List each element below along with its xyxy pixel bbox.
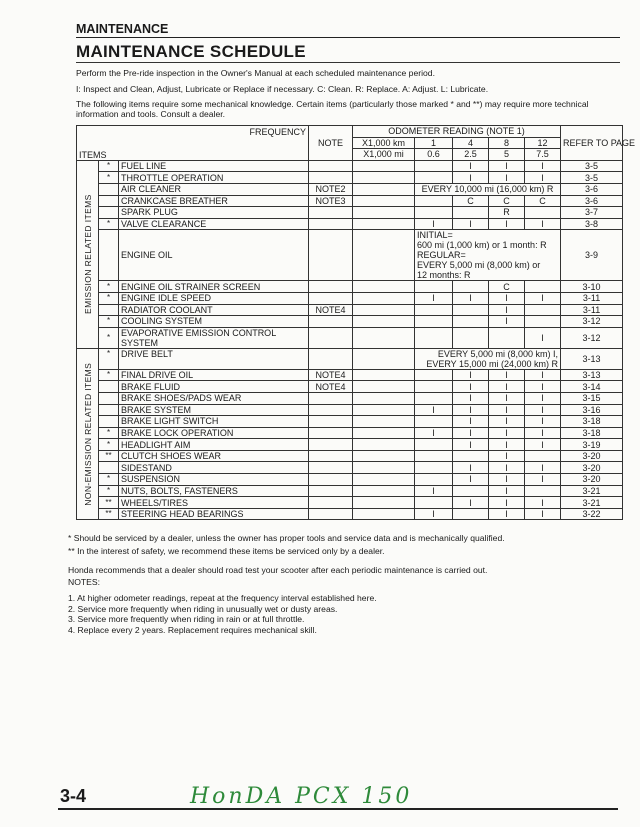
item-name-line: SYSTEM [121, 337, 159, 348]
item-name-line: EVAPORATIVE EMISSION CONTROL [121, 327, 277, 338]
page-ref: 3-14 [561, 381, 623, 393]
item-name: RADIATOR COOLANT [119, 304, 309, 316]
odometer-mi: 2.5 [453, 149, 489, 161]
blank-cell [353, 392, 415, 404]
interval-value: I [415, 485, 453, 497]
odometer-km: 1 [415, 137, 453, 149]
table-row [77, 183, 623, 195]
interval-value: I [415, 218, 453, 230]
service-mark [99, 304, 119, 316]
emission-group-label: EMISSION RELATED ITEMS [77, 160, 99, 348]
interval-value: I [525, 416, 561, 428]
interval-value: I [453, 218, 489, 230]
interval-value [415, 462, 453, 474]
interval-value [525, 316, 561, 328]
page-ref: 3-20 [561, 474, 623, 486]
blank-cell [353, 450, 415, 462]
blank-cell [353, 439, 415, 451]
schedule-line: 600 mi (1,000 km) or 1 month: R [417, 240, 547, 251]
interval-value [415, 172, 453, 184]
interval-value [453, 327, 489, 348]
header-row-1 [77, 126, 623, 138]
blank-cell [353, 183, 415, 195]
interval-value [415, 439, 453, 451]
interval-value [415, 416, 453, 428]
item-name: ENGINE IDLE SPEED [119, 292, 309, 304]
interval-value [525, 281, 561, 293]
interval-value [415, 160, 453, 172]
interval-value: I [453, 416, 489, 428]
interval-value: I [525, 427, 561, 439]
schedule-line: EVERY 5,000 mi (8,000 km) or [417, 260, 541, 271]
item-name: BRAKE SYSTEM [119, 404, 309, 416]
service-mark [99, 381, 119, 393]
table-row [77, 292, 623, 304]
blank-cell [353, 508, 415, 520]
page-ref: 3-13 [561, 348, 623, 369]
table-row [77, 485, 623, 497]
intro-line-1: Perform the Pre-ride inspection in the Owner's Manual at each scheduled maintenance period. [76, 68, 435, 78]
item-name: BRAKE LOCK OPERATION [119, 427, 309, 439]
notes-list [68, 593, 628, 635]
page-ref: 3-18 [561, 416, 623, 428]
note-item: 1. At higher odometer readings, repeat at the frequency interval established here. [68, 593, 377, 603]
table-row [77, 427, 623, 439]
interval-value [453, 508, 489, 520]
service-mark: * [99, 172, 119, 184]
interval-value: C [489, 281, 525, 293]
interval-value: I [489, 369, 525, 381]
interval-value: I [525, 404, 561, 416]
service-mark: ** [99, 497, 119, 509]
interval-value: C [525, 195, 561, 207]
interval-value [453, 450, 489, 462]
note-ref: NOTE3 [309, 195, 353, 207]
interval-value: I [453, 381, 489, 393]
service-mark: * [99, 281, 119, 293]
interval-value: C [489, 195, 525, 207]
blank-cell [353, 281, 415, 293]
service-mark: ** [99, 508, 119, 520]
item-name: ENGINE OIL STRAINER SCREEN [119, 281, 309, 293]
odometer-km: 12 [525, 137, 561, 149]
interval-value: I [525, 474, 561, 486]
service-mark: * [99, 348, 119, 369]
item-name: BRAKE FLUID [119, 381, 309, 393]
page-ref: 3-22 [561, 508, 623, 520]
table-row [77, 392, 623, 404]
item-name: AIR CLEANER [119, 183, 309, 195]
service-mark [99, 462, 119, 474]
note-ref: NOTE2 [309, 183, 353, 195]
items-label: ITEMS [77, 137, 309, 160]
page-ref: 3-21 [561, 485, 623, 497]
interval-value [415, 450, 453, 462]
blank-cell [353, 304, 415, 316]
schedule-line: REGULAR= [417, 250, 466, 261]
interval-value: I [525, 292, 561, 304]
item-name: HEADLIGHT AIM [119, 439, 309, 451]
blank-cell [353, 381, 415, 393]
interval-value: I [453, 404, 489, 416]
interval-value [453, 281, 489, 293]
page-ref: 3-5 [561, 172, 623, 184]
note-ref [309, 172, 353, 184]
blank-cell [353, 316, 415, 328]
item-name: COOLING SYSTEM [119, 316, 309, 328]
note-ref [309, 427, 353, 439]
item-name: SIDESTAND [119, 462, 309, 474]
service-mark: * [99, 427, 119, 439]
table-row [77, 439, 623, 451]
note-ref [309, 474, 353, 486]
page-ref: 3-12 [561, 327, 623, 348]
service-mark: * [99, 327, 119, 348]
interval-value: I [489, 292, 525, 304]
interval-value: I [489, 381, 525, 393]
schedule-line: EVERY 15,000 mi (24,000 km) R [426, 358, 559, 369]
interval-value: I [489, 404, 525, 416]
odometer-header: ODOMETER READING (NOTE 1) [353, 126, 561, 138]
service-mark: * [99, 369, 119, 381]
interval-value [415, 281, 453, 293]
engine-oil-schedule [415, 230, 561, 281]
blank-cell [353, 427, 415, 439]
blank-cell [353, 369, 415, 381]
table-row [77, 316, 623, 328]
table-row [77, 369, 623, 381]
note-ref [309, 207, 353, 219]
interval-span: EVERY 10,000 mi (16,000 km) R [415, 183, 561, 195]
note-ref: NOTE4 [309, 381, 353, 393]
interval-value: I [453, 427, 489, 439]
interval-value [415, 392, 453, 404]
service-mark: * [99, 218, 119, 230]
interval-value [453, 304, 489, 316]
frequency-label: FREQUENCY [77, 126, 309, 138]
odometer-km: X1,000 km [353, 137, 415, 149]
item-name: STEERING HEAD BEARINGS [119, 508, 309, 520]
interval-value: I [525, 369, 561, 381]
interval-value: C [453, 195, 489, 207]
service-mark [99, 392, 119, 404]
note-ref [309, 485, 353, 497]
interval-value [415, 207, 453, 219]
page-ref: 3-18 [561, 427, 623, 439]
table-row [77, 450, 623, 462]
footer-rule [58, 808, 618, 810]
interval-value: I [489, 160, 525, 172]
interval-value [489, 327, 525, 348]
note-ref [309, 348, 353, 369]
page-ref: 3-9 [561, 230, 623, 281]
table-row [77, 462, 623, 474]
page-title: MAINTENANCE SCHEDULE [76, 42, 306, 61]
interval-value: I [489, 392, 525, 404]
interval-value: I [525, 508, 561, 520]
schedule-line: 12 months: R [417, 270, 471, 281]
interval-value: I [453, 160, 489, 172]
interval-value [415, 381, 453, 393]
interval-value: I [453, 462, 489, 474]
blank-cell [353, 348, 415, 369]
blank-cell [353, 172, 415, 184]
note-item: 4. Replace every 2 years. Replacement requires mechanical skill. [68, 624, 317, 635]
odometer-km: 4 [453, 137, 489, 149]
item-name: CLUTCH SHOES WEAR [119, 450, 309, 462]
interval-value: I [525, 462, 561, 474]
interval-value: I [489, 497, 525, 509]
interval-value: I [489, 416, 525, 428]
service-mark [99, 207, 119, 219]
odometer-mi: 0.6 [415, 149, 453, 161]
interval-value: I [453, 292, 489, 304]
table-row [77, 497, 623, 509]
note-ref [309, 462, 353, 474]
blank-cell [353, 207, 415, 219]
interval-value: I [489, 462, 525, 474]
interval-value [525, 304, 561, 316]
table-row [77, 281, 623, 293]
interval-value [415, 497, 453, 509]
interval-value: I [525, 172, 561, 184]
interval-value: I [415, 427, 453, 439]
table-row [77, 160, 623, 172]
item-name: SUSPENSION [119, 474, 309, 486]
service-mark [99, 404, 119, 416]
item-name: CRANKCASE BREATHER [119, 195, 309, 207]
note-ref [309, 218, 353, 230]
interval-value: I [489, 427, 525, 439]
service-mark: * [99, 160, 119, 172]
interval-value [415, 304, 453, 316]
interval-value: R [489, 207, 525, 219]
interval-value: I [489, 439, 525, 451]
note-item: 2. Service more frequently when riding in unusually wet or dusty areas. [68, 603, 338, 614]
interval-value [453, 207, 489, 219]
item-name: WHEELS/TIRES [119, 497, 309, 509]
note-ref [309, 416, 353, 428]
interval-value: I [525, 327, 561, 348]
note-ref [309, 497, 353, 509]
table-row [77, 207, 623, 219]
page-ref: 3-20 [561, 450, 623, 462]
blank-cell [353, 160, 415, 172]
schedule-line: INITIAL= [417, 230, 453, 241]
page-ref: 3-6 [561, 195, 623, 207]
interval-value: I [453, 497, 489, 509]
interval-value: I [489, 316, 525, 328]
table-row [77, 474, 623, 486]
interval-value: I [489, 218, 525, 230]
note-ref [309, 160, 353, 172]
blank-cell [353, 462, 415, 474]
note-ref: NOTE4 [309, 304, 353, 316]
page-ref: 3-5 [561, 160, 623, 172]
footnote-star: * Should be serviced by a dealer, unless the owner has proper tools and service data and is mechanically qualified. [68, 533, 505, 543]
odometer-mi: X1,000 mi [353, 149, 415, 161]
page-ref: 3-8 [561, 218, 623, 230]
item-name: SPARK PLUG [119, 207, 309, 219]
refer-header: REFER TO PAGE [561, 126, 623, 161]
interval-value: I [453, 172, 489, 184]
page-ref: 3-11 [561, 292, 623, 304]
blank-cell [353, 416, 415, 428]
page-ref: 3-13 [561, 369, 623, 381]
note-ref [309, 450, 353, 462]
item-name: NUTS, BOLTS, FASTENERS [119, 485, 309, 497]
service-mark [99, 230, 119, 281]
service-mark: * [99, 292, 119, 304]
blank-cell [353, 485, 415, 497]
blank-cell [353, 474, 415, 486]
note-ref [309, 508, 353, 520]
section-heading: MAINTENANCE [76, 22, 620, 38]
service-mark: * [99, 439, 119, 451]
blank-cell [353, 327, 415, 348]
item-name: FUEL LINE [119, 160, 309, 172]
interval-value: I [453, 439, 489, 451]
page-ref: 3-19 [561, 439, 623, 451]
item-name: BRAKE LIGHT SWITCH [119, 416, 309, 428]
page-ref: 3-12 [561, 316, 623, 328]
interval-value: I [489, 450, 525, 462]
page-number: 3-4 [60, 786, 87, 806]
odometer-mi: 7.5 [525, 149, 561, 161]
interval-value: I [415, 292, 453, 304]
interval-value [415, 474, 453, 486]
table-row [77, 416, 623, 428]
interval-value: I [489, 304, 525, 316]
note-header: NOTE [309, 126, 353, 161]
interval-value [415, 369, 453, 381]
interval-value [525, 450, 561, 462]
interval-value: I [525, 381, 561, 393]
interval-value: I [453, 392, 489, 404]
item-name: THROTTLE OPERATION [119, 172, 309, 184]
page-ref: 3-15 [561, 392, 623, 404]
blank-cell [353, 292, 415, 304]
table-row [77, 304, 623, 316]
item-name: FINAL DRIVE OIL [119, 369, 309, 381]
non-emission-group-label: NON-EMISSION RELATED ITEMS [77, 348, 99, 520]
service-mark [99, 416, 119, 428]
service-mark: * [99, 316, 119, 328]
interval-value: I [489, 172, 525, 184]
footnote-double-star: ** In the interest of safety, we recommend these items be serviced only by a dealer. [68, 546, 385, 556]
blank-cell [353, 230, 415, 281]
interval-value: I [525, 497, 561, 509]
page-ref: 3-7 [561, 207, 623, 219]
interval-value: I [489, 508, 525, 520]
interval-value: I [415, 404, 453, 416]
page-ref: 3-10 [561, 281, 623, 293]
page-ref: 3-20 [561, 462, 623, 474]
interval-value [525, 207, 561, 219]
table-row [77, 381, 623, 393]
interval-value [415, 195, 453, 207]
handwritten-annotation: HonDA PCX 150 [190, 784, 413, 809]
table-row [77, 195, 623, 207]
note-item: 3. Service more frequently when riding in rain or at full throttle. [68, 614, 305, 624]
service-mark: ** [99, 450, 119, 462]
intro-line-3: The following items require some mechanical knowledge. Certain items (particularly those marked * and **) may require more technical information and tools. Consult a dealer. [76, 99, 589, 119]
odometer-km: 8 [489, 137, 525, 149]
interval-value: I [415, 508, 453, 520]
interval-value: I [489, 474, 525, 486]
note-ref [309, 439, 353, 451]
note-ref: NOTE4 [309, 369, 353, 381]
blank-cell [353, 497, 415, 509]
service-mark [99, 195, 119, 207]
table-row [77, 172, 623, 184]
page-ref: 3-21 [561, 497, 623, 509]
note-ref [309, 327, 353, 348]
road-test-note: Honda recommends that a dealer should road test your scooter after each periodic maintenance is carried out. [68, 565, 488, 575]
interval-value: I [525, 160, 561, 172]
interval-span [415, 348, 561, 369]
interval-value: I [525, 439, 561, 451]
item-name: ENGINE OIL [119, 230, 309, 281]
odometer-mi: 5 [489, 149, 525, 161]
table-row [77, 508, 623, 520]
page-ref: 3-11 [561, 304, 623, 316]
item-name [119, 327, 309, 348]
note-ref [309, 230, 353, 281]
page-ref: 3-6 [561, 183, 623, 195]
note-ref [309, 281, 353, 293]
item-name: BRAKE SHOES/PADS WEAR [119, 392, 309, 404]
interval-value [415, 327, 453, 348]
service-mark [99, 183, 119, 195]
interval-value: I [453, 369, 489, 381]
interval-value [453, 485, 489, 497]
blank-cell [353, 218, 415, 230]
interval-value: I [525, 392, 561, 404]
table-row [77, 218, 623, 230]
schedule-line: EVERY 5,000 mi (8,000 km) I, [437, 348, 559, 359]
service-mark: * [99, 474, 119, 486]
item-name: VALVE CLEARANCE [119, 218, 309, 230]
blank-cell [353, 195, 415, 207]
interval-value [525, 485, 561, 497]
interval-value: I [489, 485, 525, 497]
note-ref [309, 392, 353, 404]
note-ref [309, 292, 353, 304]
interval-value [453, 316, 489, 328]
interval-value [415, 316, 453, 328]
intro-line-2: I: Inspect and Clean, Adjust, Lubricate or Replace if necessary. C: Clean. R: Replace. A: Adjust. L: Lubricate. [76, 84, 489, 94]
notes-title: NOTES: [68, 577, 100, 587]
note-ref [309, 316, 353, 328]
title-rule [76, 62, 620, 63]
note-ref [309, 404, 353, 416]
table-row [77, 404, 623, 416]
page-ref: 3-16 [561, 404, 623, 416]
interval-value: I [525, 218, 561, 230]
service-mark: * [99, 485, 119, 497]
interval-value: I [453, 474, 489, 486]
item-name: DRIVE BELT [119, 348, 309, 369]
blank-cell [353, 404, 415, 416]
maintenance-schedule-table [76, 125, 636, 520]
